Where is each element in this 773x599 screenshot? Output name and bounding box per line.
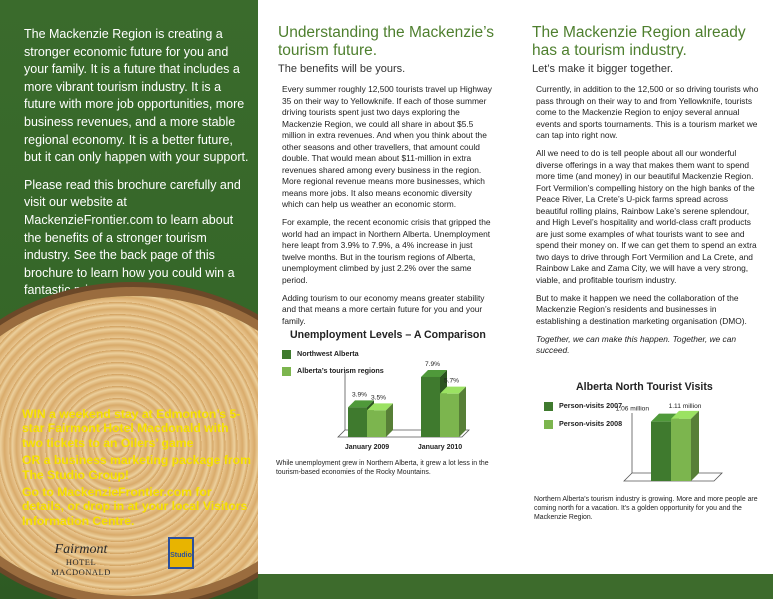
data-label: 1.11 million [668,402,702,410]
bar-side [459,387,466,437]
bar-front [440,394,459,437]
category-label: January 2009 [344,444,390,451]
body-paragraph: For example, the recent economic crisis that gripped the world had an impact in Northern Alberta. Unemployment here leapt from 3.9% to 7.9%, a 4% increase in just twelve months. But in the tourism regions of Alberta, unemployment climbed by just 2.2% over the same period. [282,217,491,285]
unemployment-chart [278,325,508,465]
chart-title: Unemployment Levels – A Comparison [290,329,486,341]
studio-logo-text: Studio [170,552,192,559]
data-label: 5.7% [443,377,460,385]
data-label: 1.06 million [615,405,649,413]
tourist-visits-chart [538,377,763,497]
promo-line: Go to MackenzieFrontier.com for details, or drop in at your local Visitors Information Centre. [22,485,248,528]
body-paragraph: All we need to do is tell people about all our wonderful diverse offerings in a way that makes them want to spend more time (and money) in our beautiful Mackenzie Region. Fort Vermilion’s compelling history on the high banks of the Peace River, La Crete’s U-pick farms spread across beautiful rolling plains, Rainbow Lake’s serene splendour, and High Level’s hospitality and world-class craft products are just some examples of what tourists want to see and spend their money on. If we can get them to spend an extra two days to drive through Fort Vermilion and La Crete, and Rainbow Lake and Zama City, we will have a very strong, viable, and profitable tourism industry. [536,148,757,285]
closing-line: Together, we can make this happen. Together, we can succeed. [536,333,737,355]
studio-group-logo [168,537,194,569]
middle-title: Understanding the Mackenzie’s tourism future. [278,24,494,59]
bar [367,403,393,437]
legend-label: Person-visits 2008 [559,419,623,428]
body-paragraph: Every summer roughly 12,500 tourists travel up Highway 35 on their way to Yellowknife. If each of those summer driving tourists spent just two days exploring the Mackenzie Region, we could all share in about $5.5 million in extra revenues. And when you think about the other seasons and other travellers, that amount could double. That would mean about $11-million in extra revenues shared among every business in the region. More regional revenue means more businesses, which means more jobs. It also means economic diversity which can help us weather an economic storm. [282,84,492,209]
data-label: 3.9% [351,391,368,399]
intro-paragraph: Please read this brochure carefully and visit our website at MackenzieFrontier.com to learn about the benefits of a stronger tourism industry. See the back page of this brochure to learn how you could win a fantastic prize pack! [24,177,241,298]
tourist-visits-caption: Northern Alberta’s tourism industry is growing. More and more people are coming north for a vacation. It’s a golden opportunity for you and the Mackenzie Region. [534,496,758,521]
bottom-green-bar [258,574,773,599]
intro-paragraph: The Mackenzie Region is creating a stronger economic future for you and your family. It is a future that includes a more vibrant tourism industry. It is a future with more job opportunities, more business revenues, and a more stable regional economy. It is a better future, but it can only happen with your support. [24,27,249,165]
bar-front [367,410,386,437]
right-body [536,84,762,363]
bar-front [651,422,671,481]
left-panel [0,0,258,599]
unemployment-chart-caption: While unemployment grew in Northern Alberta, it grew a lot less in the tourism-based economies of the Rocky Mountains. [276,460,489,476]
left-intro [24,26,252,310]
promo-line: WIN a weekend stay at Edmonton’s 5-star Fairmont Hotel Macdonald with two tickets to an Oilers’ game [22,407,241,450]
fairmont-logo-name: Fairmont [54,542,108,557]
middle-subtitle: The benefits will be yours. [278,63,406,75]
bar-front [348,407,367,437]
contest-promo [22,407,252,531]
bar-side [691,411,699,481]
category-label: January 2010 [417,444,463,451]
right-subtitle: Let’s make it bigger together. [532,63,674,75]
body-paragraph: Adding tourism to our economy means greater stability and that means a more certain future for you and your family. [282,292,485,326]
unemployment-chart-plot [278,325,508,465]
data-label: 3.5% [370,394,387,402]
middle-body [282,84,494,334]
bar [671,411,699,481]
bar-front [421,377,440,437]
tourist-visits-chart-plot [538,377,763,497]
bar [440,387,466,437]
right-title: The Mackenzie Region already has a tourism industry. [532,24,746,59]
fairmont-logo-subtitle: HOTEL MACDONALD [51,557,111,577]
fairmont-logo [42,542,120,577]
data-label: 7.9% [424,360,441,368]
body-paragraph: But to make it happen we need the collaboration of the Mackenzie Region’s residents and businesses in establishing a destination marketing organisation (DMO). [536,292,747,326]
chart-title: Alberta North Tourist Visits [576,381,713,393]
promo-line: OR a business marketing package from The Studio Group! [22,453,251,482]
body-paragraph: Currently, in addition to the 12,500 or so driving tourists who pass through on their way to and from Yellowknife, tourists come to the Mackenzie Region to enjoy several annual events and sports tournaments. This is a tourism market we can tap into right now. [536,84,759,140]
bar-front [671,419,691,481]
legend-label: Person-visits 2007 [559,401,623,410]
legend-label: Northwest Alberta [297,349,359,358]
legend-label: Alberta’s tourism regions [297,366,384,375]
